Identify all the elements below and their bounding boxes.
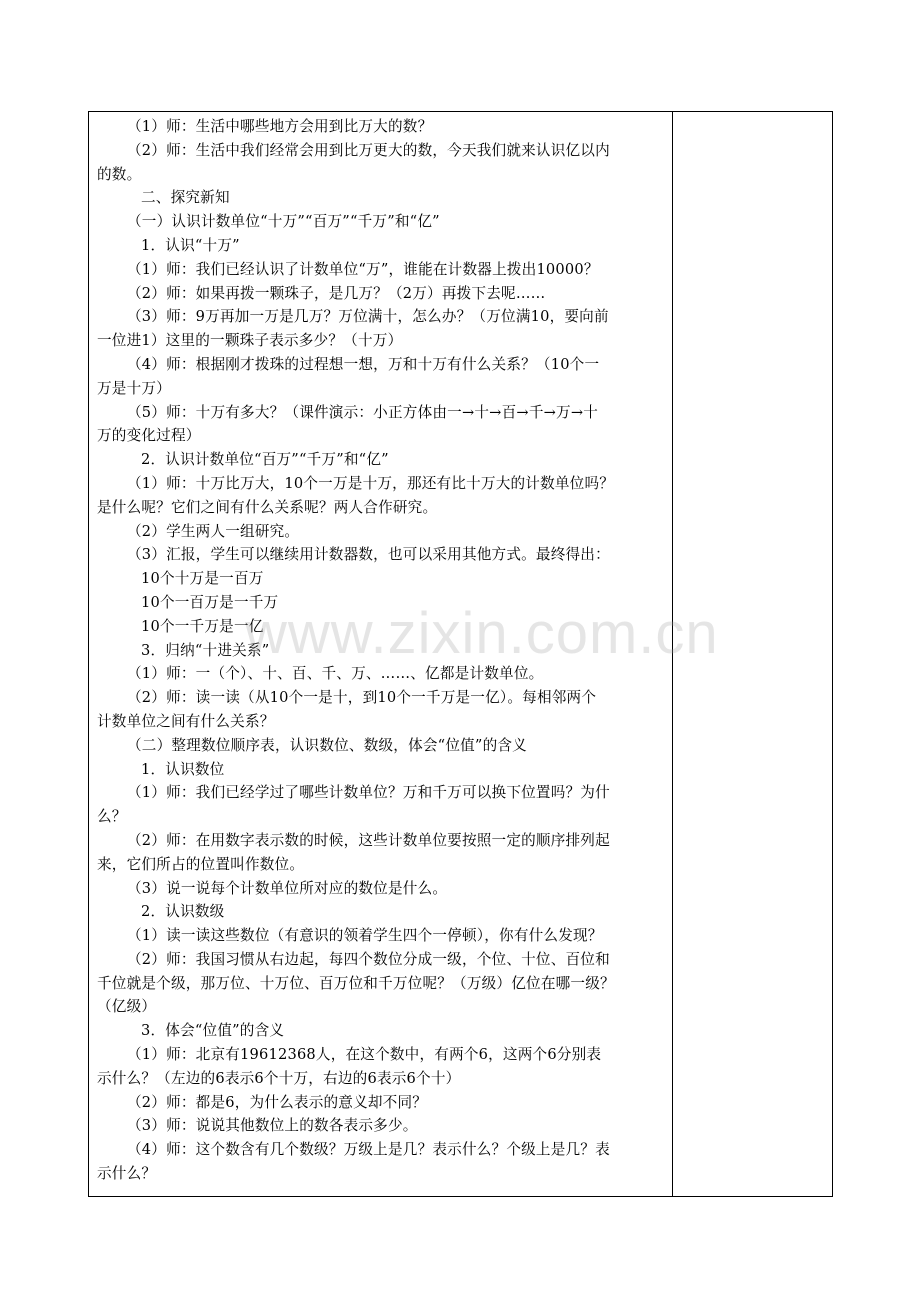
text-line: （1）师：我们已经认识了计数单位“万”，谁能在计数器上拨出10000？ (127, 260, 599, 278)
text-line: （2）师：读一读（从10个一是十，到10个一千万是一亿）。每相邻两个 (127, 689, 597, 707)
text-line: （1）读一读这些数位（有意识的领着学生四个一停顿），你有什么发现？ (127, 927, 603, 945)
text-line: 千位就是个级，那万位、十万位、百万位和千万位呢？（万级）亿位在哪一级？ (97, 974, 615, 992)
text-line: （1）师：我们已经学过了哪些计数单位？万和千万可以换下位置吗？为什 (127, 784, 610, 802)
text-line: （1）师：北京有19612368人，在这个数中，有两个6，这两个6分别表 (127, 1046, 602, 1064)
text-line: （1）师：十万比万大，10个一万是十万，那还有比十万大的计数单位吗？ (127, 474, 615, 492)
text-line: （3）师：说说其他数位上的数各表示多少。 (127, 1117, 418, 1135)
text-line: （4）师：根据刚才拨珠的过程想一想，万和十万有什么关系？（10个一 (127, 355, 600, 373)
text-line: （3）师：9万再加一万是几万？万位满十，怎么办？（万位满10，要向前 (127, 308, 609, 326)
text-line: 万的变化过程） (97, 427, 201, 445)
text-line: 1．认识数位 (141, 760, 225, 778)
text-line: 一位进1）这里的一颗珠子表示多少？（十万） (97, 332, 403, 350)
text-line: （2）师：如果再拨一颗珠子，是几万？（2万）再拨下去呢…… (127, 284, 546, 302)
text-line: 10个十万是一百万 (141, 570, 264, 588)
text-line: （5）师：十万有多大？（课件演示：小正方体由一→十→百→千→万→十 (127, 403, 599, 421)
text-line: 计数单位之间有什么关系？ (97, 712, 275, 730)
text-line: （2）师：我国习惯从右边起，每四个数位分成一级，个位、十位、百位和 (127, 950, 610, 968)
lesson-content-cell (97, 115, 663, 1186)
watermark: www.zixin.com.cn (245, 601, 719, 666)
text-line: （3）汇报，学生可以继续用计数器数，也可以采用其他方式。最终得出： (127, 546, 610, 564)
text-line: 示什么？ (97, 1165, 157, 1183)
lesson-table (88, 111, 833, 1197)
text-line: 2．认识计数单位“百万”“千万”和“亿” (141, 451, 389, 469)
text-line: （1）师：生活中哪些地方会用到比万大的数？ (127, 118, 433, 135)
text-line: （4）师：这个数含有几个数级？万级上是几？表示什么？个级上是几？表 (127, 1141, 610, 1159)
text-line: 3．体会“位值”的含义 (141, 1022, 285, 1040)
text-line: 10个一千万是一亿 (141, 617, 264, 635)
text-line: （3）说一说每个计数单位所对应的数位是什么。 (127, 879, 448, 897)
text-line: （2）师：都是6，为什么表示的意义却不同？ (127, 1093, 428, 1111)
text-line: （二）整理数位顺序表，认识数位、数级，体会“位值”的含义 (127, 736, 527, 754)
text-line: 3．归纳“十进关系” (141, 641, 270, 659)
notes-cell (673, 112, 832, 1196)
text-line: （亿级） (97, 998, 157, 1016)
text-line: 二、探究新知 (141, 189, 230, 207)
text-line: 万是十万） (97, 379, 171, 397)
text-line: （一）认识计数单位“十万”“百万”“千万”和“亿” (127, 213, 440, 231)
text-line: 是什么呢？它们之间有什么关系呢？两人合作研究。 (97, 498, 438, 516)
text-line: （2）师：在用数字表示数的时候，这些计数单位要按照一定的顺序排列起 (127, 831, 610, 849)
text-line: 来，它们所占的位置叫作数位。 (97, 855, 305, 873)
text-line: 10个一百万是一千万 (141, 593, 279, 611)
text-line: （1）师：一（个）、十、百、千、万、……、亿都是计数单位。 (127, 665, 544, 683)
text-line: 么？ (97, 808, 127, 826)
text-line: 示什么？（左边的6表示6个十万，右边的6表示6个十） (97, 1069, 461, 1087)
text-line: （2）学生两人一组研究。 (127, 522, 300, 540)
text-line: 的数。 (97, 165, 142, 183)
text-line: 2．认识数级 (141, 903, 225, 921)
text-line: 1．认识“十万” (141, 236, 240, 254)
text-line: （2）师：生活中我们经常会用到比万更大的数，今天我们就来认识亿以内 (127, 141, 610, 159)
